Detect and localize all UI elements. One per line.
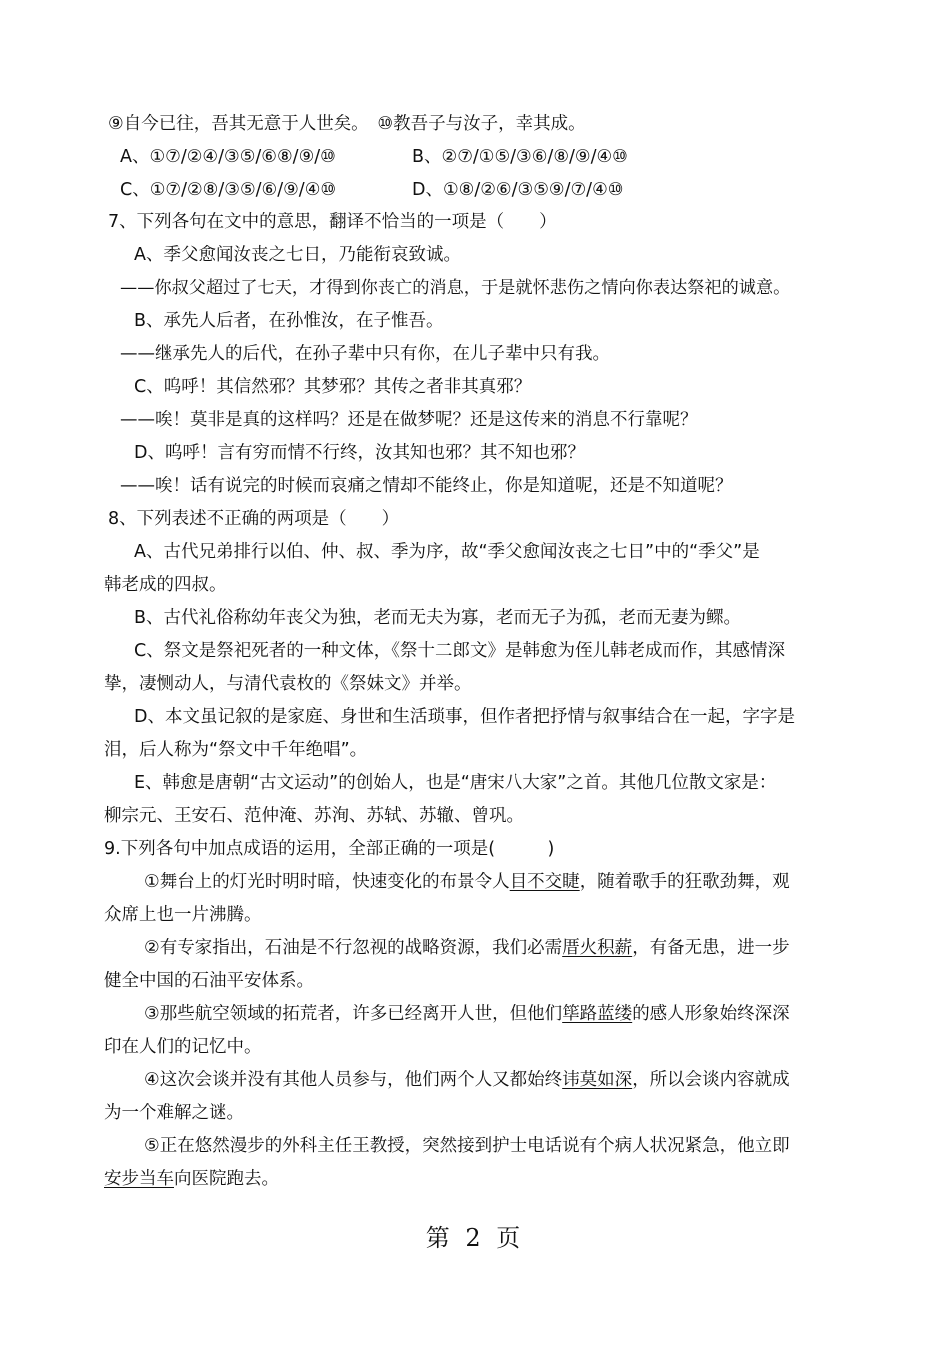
idiom-underlined: 目不交睫 (509, 872, 580, 892)
choice-d: D、①⑧/②⑥/③⑤⑨/⑦/④⑩ (412, 180, 624, 200)
q9-sentence-3-cont: 印在人们的记忆中。 (104, 1037, 262, 1057)
q9-sentence-1-cont: 众席上也一片沸腾。 (104, 905, 262, 925)
q9-sentence-2 (144, 936, 790, 960)
q8-option-d: D、本文虽记叙的是家庭、身世和生活琐事，但作者把抒情与叙事结合在一起，字字是 (134, 707, 795, 727)
q9-sentence-4-cont: 为一个难解之谜。 (104, 1103, 244, 1123)
text: ①舞台上的灯光时明时暗，快速变化的布景令人 (144, 872, 510, 892)
q7-option-a: A、季父愈闻汝丧之七日，乃能衔哀致诚。 (134, 245, 461, 265)
q7-option-c: C、呜呼！其信然邪？其梦邪？其传之者非其真邪？ (134, 377, 532, 397)
idiom-underlined: 厝火积薪 (562, 938, 633, 958)
text: 向医院跑去。 (174, 1169, 279, 1189)
q7-option-b-translation: ——继承先人的后代，在孙子辈中只有你，在儿子辈中只有我。 (120, 344, 610, 364)
q9-sentence-4 (144, 1068, 790, 1092)
q8-option-c: C、祭文是祭祀死者的一种文体，《祭十二郎文》是韩愈为侄儿韩老成而作，其感情深 (134, 641, 785, 661)
q9-sentence-3 (144, 1002, 790, 1026)
q8-option-d-cont: 泪，后人称为“祭文中千年绝唱”。 (104, 740, 368, 760)
q7-option-a-translation: ——你叔父超过了七天，才得到你丧亡的消息，于是就怀悲伤之情向你表达祭祀的诚意。 (120, 278, 791, 298)
text: ，所以会谈内容就成 (632, 1070, 790, 1090)
q9-sentence-1 (144, 870, 790, 894)
idiom-underlined: 安步当车 (104, 1169, 174, 1189)
choice-a: A、①⑦/②④/③⑤/⑥⑧/⑨/⑩ (120, 147, 336, 167)
q8-option-e: E、韩愈是唐朝“古文运动”的创始人，也是“唐宋八大家”之首。其他几位散文家是： (134, 773, 777, 793)
idiom-underlined: 筚路蓝缕 (562, 1004, 633, 1024)
q7-option-d-translation: ——唉！话有说完的时候而哀痛之情却不能终止，你是知道呢，还是不知道呢？ (120, 476, 733, 496)
text: ②有专家指出，石油是不行忽视的战略资源，我们必需 (144, 938, 563, 958)
text: ④这次会谈并没有其他人员参与，他们两个人又都始终 (144, 1070, 563, 1090)
q9-sentence-2-cont: 健全中国的石油平安体系。 (104, 971, 314, 991)
q8-option-e-cont: 柳宗元、王安石、范仲淹、苏洵、苏轼、苏辙、曾巩。 (104, 806, 524, 826)
q8-option-a-cont: 韩老成的四叔。 (104, 575, 227, 595)
choice-c: C、①⑦/②⑧/③⑤/⑥/⑨/④⑩ (120, 180, 337, 200)
q7-option-d: D、呜呼！言有穷而情不行终，汝其知也邪？其不知也邪？ (134, 443, 585, 463)
idiom-underlined: 讳莫如深 (562, 1070, 633, 1090)
text: ，随着歌手的狂歌劲舞，观 (579, 872, 790, 892)
option-line-9-10: ⑨自今已往，吾其无意于人世矣。 ⑩教吾子与汝子，幸其成。 (108, 114, 586, 134)
question-7: 7、下列各句在文中的意思，翻译不恰当的一项是（ ） (108, 212, 557, 232)
q7-option-c-translation: ——唉！莫非是真的这样吗？还是在做梦呢？还是这传来的消息不行靠呢？ (120, 410, 698, 430)
question-9: 9.下列各句中加点成语的运用，全部正确的一项是( ) (104, 839, 555, 859)
text: 的感人形象始终深深 (632, 1004, 790, 1024)
question-8: 8、下列表述不正确的两项是（ ） (108, 509, 400, 529)
q9-sentence-5: ⑤正在悠然漫步的外科主任王教授，突然接到护士电话说有个病人状况紧急，他立即 (144, 1136, 790, 1156)
text: ③那些航空领域的拓荒者，许多已经离开人世，但他们 (144, 1004, 563, 1024)
q9-sentence-5-cont (104, 1167, 279, 1191)
q7-option-b: B、承先人后者，在孙惟汝，在子惟吾。 (134, 311, 444, 331)
q8-option-b: B、古代礼俗称幼年丧父为独，老而无夫为寡，老而无子为孤，老而无妻为鳏。 (134, 608, 742, 628)
q8-option-a: A、古代兄弟排行以伯、仲、叔、季为序，故“季父愈闻汝丧之七日”中的“季父”是 (134, 542, 760, 562)
page-number: 第 2 页 (425, 1224, 525, 1252)
text: ，有备无患，进一步 (632, 938, 790, 958)
q8-option-c-cont: 挚，凄恻动人，与清代袁枚的《祭妹文》并举。 (104, 674, 472, 694)
choice-b: B、②⑦/①⑤/③⑥/⑧/⑨/④⑩ (412, 147, 628, 167)
